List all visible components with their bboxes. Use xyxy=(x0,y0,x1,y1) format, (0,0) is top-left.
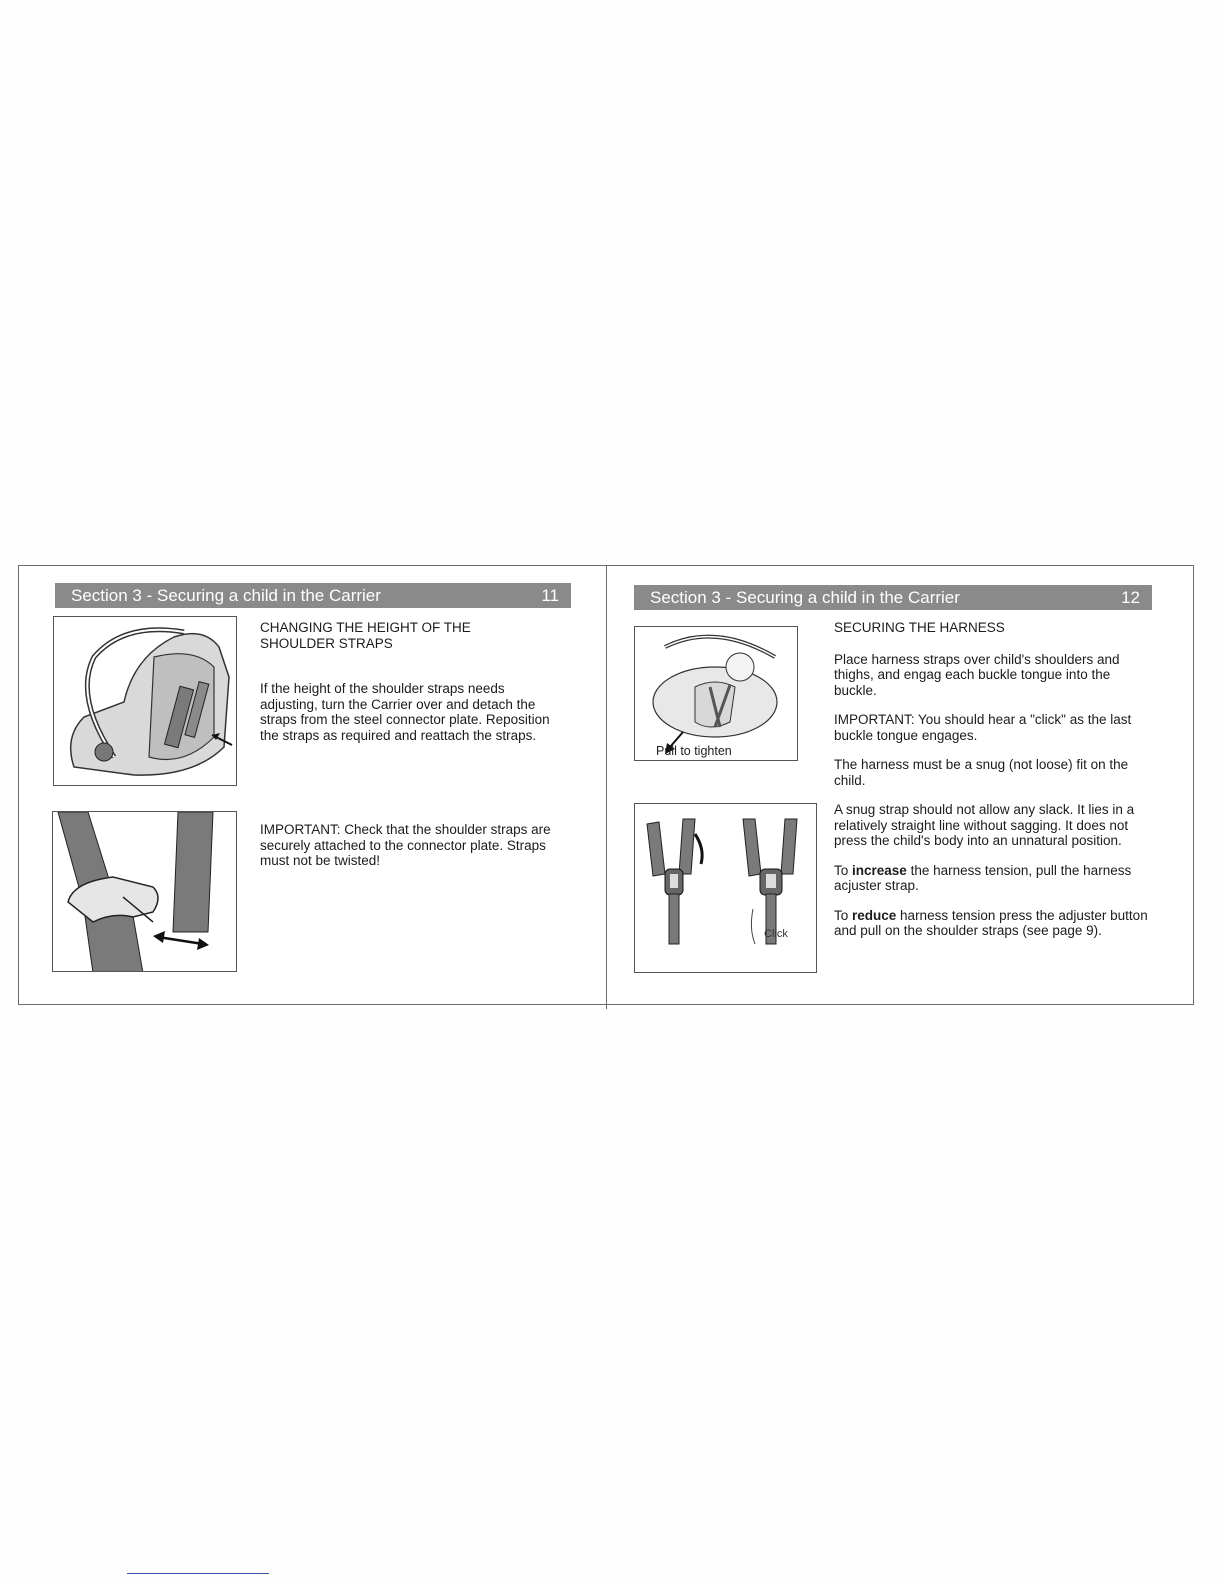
page-12-heading: SECURING THE HARNESS xyxy=(834,620,1005,635)
increase-word: increase xyxy=(852,862,907,878)
page-12-p4: A snug strap should not allow any slack. It lies in a relatively straight line without sagging. It does not press the child's body into an unnatural position. xyxy=(834,802,1135,848)
click-label: Click xyxy=(764,928,788,940)
pull-to-tighten-caption: Pull to tighten xyxy=(656,744,732,758)
page-11-heading: CHANGING THE HEIGHT OF THE SHOULDER STRAPS xyxy=(260,620,471,651)
p6-suffix: harness tension press the adjuster button and pull on the shoulder straps (see page 9). xyxy=(834,907,1148,938)
page-12-header xyxy=(634,585,1152,610)
buckle-click-illustration xyxy=(634,803,817,973)
page-12-p3: The harness must be a snug (not loose) fit on the child. xyxy=(834,757,1129,788)
page-11-section-title: Section 3 - Securing a child in the Carrier xyxy=(71,586,381,605)
page-11-block2 xyxy=(260,822,565,883)
page-12-p2: IMPORTANT: You should hear a "click" as the last buckle tongue engages. xyxy=(834,712,1132,743)
page-12-p6 xyxy=(834,908,1150,939)
page-11-body-1: If the height of the shoulder straps needs adjusting, turn the Carrier over and detach the straps from the steel connector plate. Reposition the straps as required and reattach the straps. xyxy=(260,681,550,743)
strap-connector-illustration xyxy=(52,811,237,972)
reduce-word: reduce xyxy=(852,907,897,923)
p5-suffix: the harness tension, pull the harness acjuster strap. xyxy=(834,862,1132,893)
page-11-header xyxy=(55,583,571,608)
page-12-text xyxy=(834,620,1150,953)
p6-prefix: To xyxy=(834,907,853,923)
page-divider xyxy=(606,565,607,1009)
page-12-p1: Place harness straps over child's shoulders and thighs, and engag each buckle tongue into the buckle. xyxy=(834,651,1120,698)
page-11-body-2: IMPORTANT: Check that the shoulder straps are securely attached to the connector plate. Straps must not be twisted! xyxy=(260,822,551,868)
child-in-carrier-illustration xyxy=(634,626,798,761)
page-11-number: 11 xyxy=(541,586,559,605)
p5-prefix: To xyxy=(834,862,853,878)
carrier-underside-illustration xyxy=(53,616,237,786)
page-12-section-title: Section 3 - Securing a child in the Carrier xyxy=(650,588,960,607)
footnote-rule xyxy=(127,1573,269,1574)
page-12-number: 12 xyxy=(1121,588,1140,607)
page-11-block1 xyxy=(260,620,560,757)
page-12-p5 xyxy=(834,863,1150,894)
